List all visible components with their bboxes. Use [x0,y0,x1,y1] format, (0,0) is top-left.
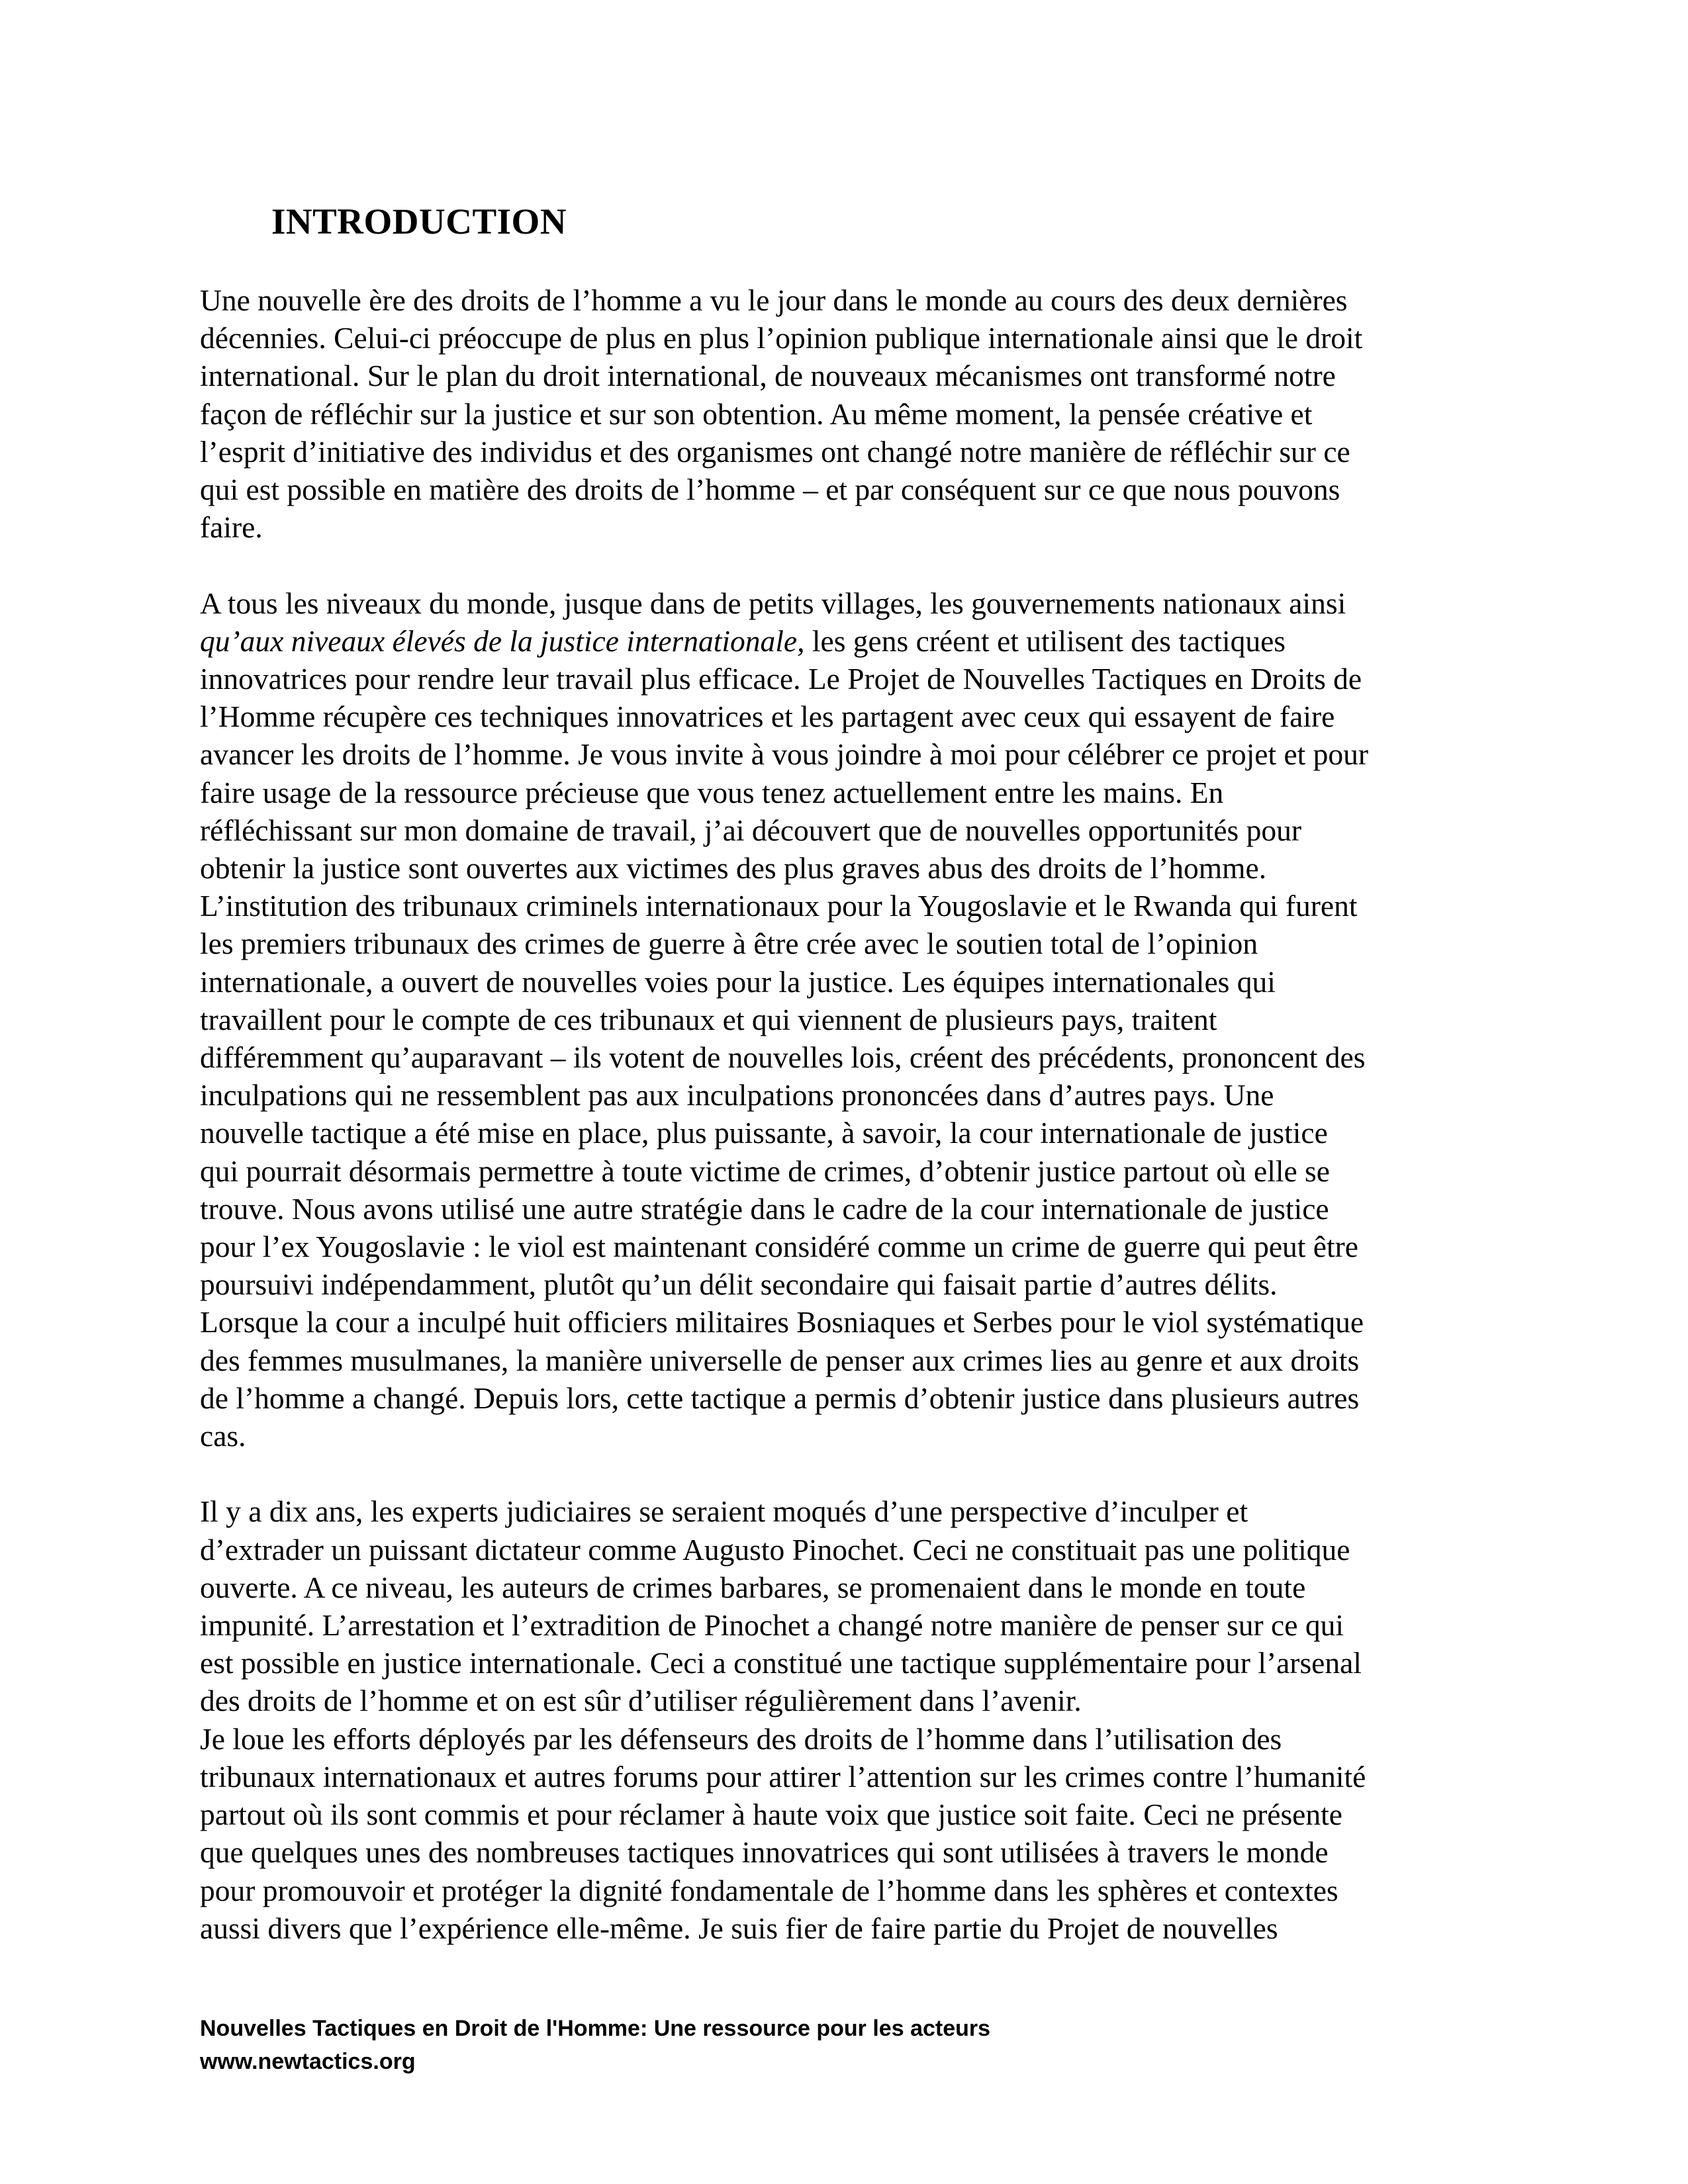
paragraph-3: Il y a dix ans, les experts judiciaires se seraient moqués d’une perspective d’inculper et d’extrader un puissant dictateur comme Augusto Pinochet. Ceci ne constituait pas une politique ouverte. A ce niveau, les auteurs de crimes barbares, se promenaient dans le monde en toute impunité. L’arrestation et l’extradition de Pinochet a changé notre manière de penser sur ce qui est possible en justice internationale. Ceci a constitué une tactique supplémentaire pour l’arsenal des droits de l’homme et on est sûr d’utiliser régulièrement dans l’avenir. [200,1494,1362,1718]
paragraph-2-rest: les gens créent et utilisent des tactiques innovatrices pour rendre leur travail plus efficace. Le Projet de Nouvelles Tactiques en Droits de l’Homme récupère ces techniques innovatrices et les partagent avec ceux qui essayent de faire avancer les droits de l’homme. Je vous invite à vous joindre à moi pour célébrer ce projet et pour faire usage de la ressource précieuse que vous tenez actuellement entre les mains. En réfléchissant sur mon domaine de travail, j’ai découvert que de nouvelles opportunités pour obtenir la justice sont ouvertes aux victimes des plus graves abus des droits de l’homme. L’institution des tribunaux criminels internationaux pour la Yougoslavie et le Rwanda qui furent les premiers tribunaux des crimes de guerre à être crée avec le soutien total de l’opinion internationale, a ouvert de nouvelles voies pour la justice. Les équipes internationales qui travaillent pour le compte de ces tribunaux et qui viennent de plusieurs pays, traitent différemment qu’auparavant – ils votent de nouvelles lois, créent des précédents, prononcent des inculpations qui ne ressemblent pas aux inculpations prononcées dans d’autres pays. Une nouvelle tactique a été mise en place, plus puissante, à savoir, la cour internationale de justice qui pourrait désormais permettre à toute victime de crimes, d’obtenir justice partout où elle se trouve. Nous avons utilisé une autre stratégie dans le cadre de la cour internationale de justice pour l’ex Yougoslavie : le viol est maintenant considéré comme un crime de guerre qui peut être poursuivi indépendamment, plutôt qu’un délit secondaire qui faisait partie d’autres délits. Lorsque la cour a inculpé huit officiers militaires Bosniaques et Serbes pour le viol systématique des femmes musulmanes, la manière universelle de penser aux crimes lies au genre et aux droits de l’homme a changé. Depuis lors, cette tactique a permis d’obtenir justice dans plusieurs autres cas. [200,623,1369,1453]
footer-title: Nouvelles Tactiques en Droit de l'Homme: Une ressource pour les acteurs [200,2016,991,2041]
page-title: INTRODUCTION [271,201,567,242]
footer-url: www.newtactics.org [200,2049,416,2074]
page-footer [200,2012,990,2078]
paragraph-4: Je loue les efforts déployés par les défenseurs des droits de l’homme dans l’utilisation des tribunaux internationaux et autres forums pour attirer l’attention sur les crimes contre l’humanité partout où ils sont commis et pour réclamer à haute voix que justice soit faite. Ceci ne présente que quelques unes des nombreuses tactiques innovatrices qui sont utilisées à travers le monde pour promouvoir et protéger la dignité fondamentale de l’homme dans les sphères et contextes aussi divers que l’expérience elle-même. Je suis fier de faire partie du Projet de nouvelles [200,1721,1366,1945]
paragraph-1: Une nouvelle ère des droits de l’homme a vu le jour dans le monde au cours des deux dernières décennies. Celui-ci préoccupe de plus en plus l’opinion publique internationale ainsi que le droit international. Sur le plan du droit international, de nouveaux mécanismes ont transformé notre façon de réfléchir sur la justice et sur son obtention. Au même moment, la pensée créative et l’esprit d’initiative des individus et des organismes ont changé notre manière de réfléchir sur ce qui est possible en matière des droits de l’homme – et par conséquent sur ce que nous pouvons faire. [200,283,1363,545]
paragraph-2-start: A tous les niveaux du monde, jusque dans de petits villages, les gouvernements nationaux ainsi [200,586,1346,620]
document-body [200,281,1497,1985]
paragraph-2 [200,584,1497,1455]
paragraph-2-italic: qu’aux niveaux élevés de la justice internationale, [200,623,805,658]
